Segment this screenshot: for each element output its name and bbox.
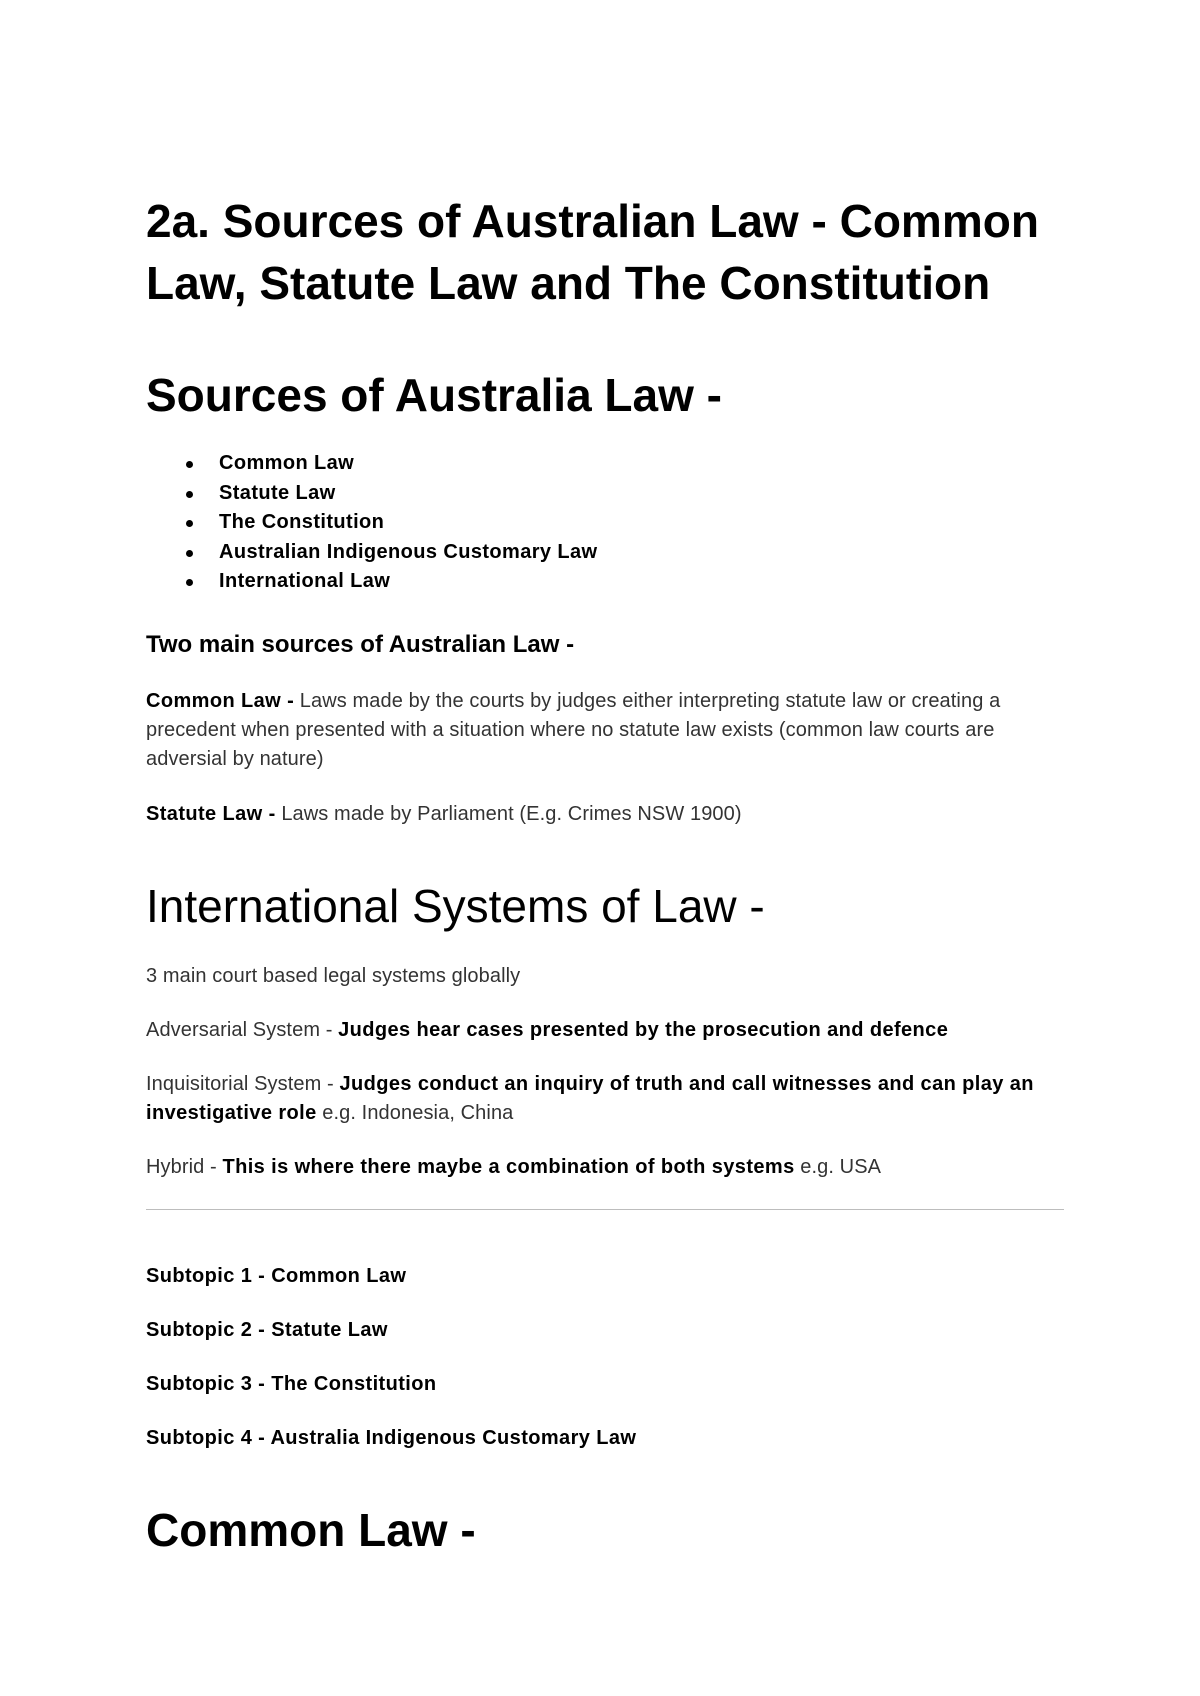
bullet-icon	[186, 461, 193, 468]
sources-list	[146, 449, 598, 597]
system-example: e.g. Indonesia, China	[316, 1102, 514, 1124]
system-label: Inquisitorial System -	[146, 1073, 340, 1095]
inquisitorial-system	[146, 1070, 1066, 1128]
sources-heading: Sources of Australia Law -	[146, 369, 722, 421]
hybrid-system	[146, 1153, 1066, 1182]
bullet-icon	[186, 579, 193, 586]
international-systems-heading: International Systems of Law -	[146, 880, 765, 932]
horizontal-divider	[146, 1209, 1064, 1210]
list-item-label: The Constitution	[219, 511, 385, 533]
list-item-label: Australian Indigenous Customary Law	[219, 540, 598, 563]
two-main-sources-heading: Two main sources of Australian Law -	[146, 631, 575, 658]
list-item-label: Statute Law	[219, 481, 336, 504]
subtopic-1: Subtopic 1 - Common Law	[146, 1265, 407, 1287]
list-item	[146, 538, 598, 568]
subtopic-2: Subtopic 2 - Statute Law	[146, 1319, 388, 1341]
statute-law-definition	[146, 800, 1066, 829]
system-description: Judges conduct an inquiry of truth and call witnesses and can play an investigative role	[146, 1073, 1034, 1124]
list-item	[146, 479, 598, 509]
system-description: Judges hear cases presented by the prosecution and defence	[338, 1019, 949, 1041]
list-item-label: International Law	[219, 570, 391, 592]
adversarial-system	[146, 1016, 1066, 1045]
document-page	[146, 0, 1066, 1696]
intro-text: 3 main court based legal systems globally	[146, 965, 521, 987]
list-item-label: Common Law	[219, 452, 355, 474]
bullet-icon	[186, 550, 193, 557]
definition-term: Statute Law -	[146, 803, 276, 825]
bullet-icon	[186, 520, 193, 527]
definition-text: Laws made by Parliament (E.g. Crimes NSW 1900)	[275, 803, 742, 825]
systems-intro	[146, 962, 1066, 991]
bullet-icon	[186, 491, 193, 498]
subtopic-3: Subtopic 3 - The Constitution	[146, 1373, 437, 1395]
page-title: 2a. Sources of Australian Law - Common Law, Statute Law and The Constitution	[146, 195, 1039, 309]
list-item	[146, 567, 598, 597]
system-example: e.g. USA	[794, 1156, 882, 1178]
common-law-heading: Common Law -	[146, 1504, 476, 1556]
system-description: This is where there maybe a combination of both systems	[222, 1156, 795, 1178]
definition-text: Laws made by the courts by judges either interpreting statute law or creating a precedent when presented with a situation where no statute law exists (common law courts are adversial by nature)	[146, 690, 1001, 770]
list-item	[146, 449, 598, 479]
list-item	[146, 508, 598, 538]
subtopic-4: Subtopic 4 - Australia Indigenous Customary Law	[146, 1427, 637, 1449]
system-label: Hybrid -	[146, 1156, 223, 1178]
common-law-definition	[146, 687, 1066, 774]
definition-term: Common Law -	[146, 690, 295, 712]
system-label: Adversarial System -	[146, 1019, 339, 1041]
